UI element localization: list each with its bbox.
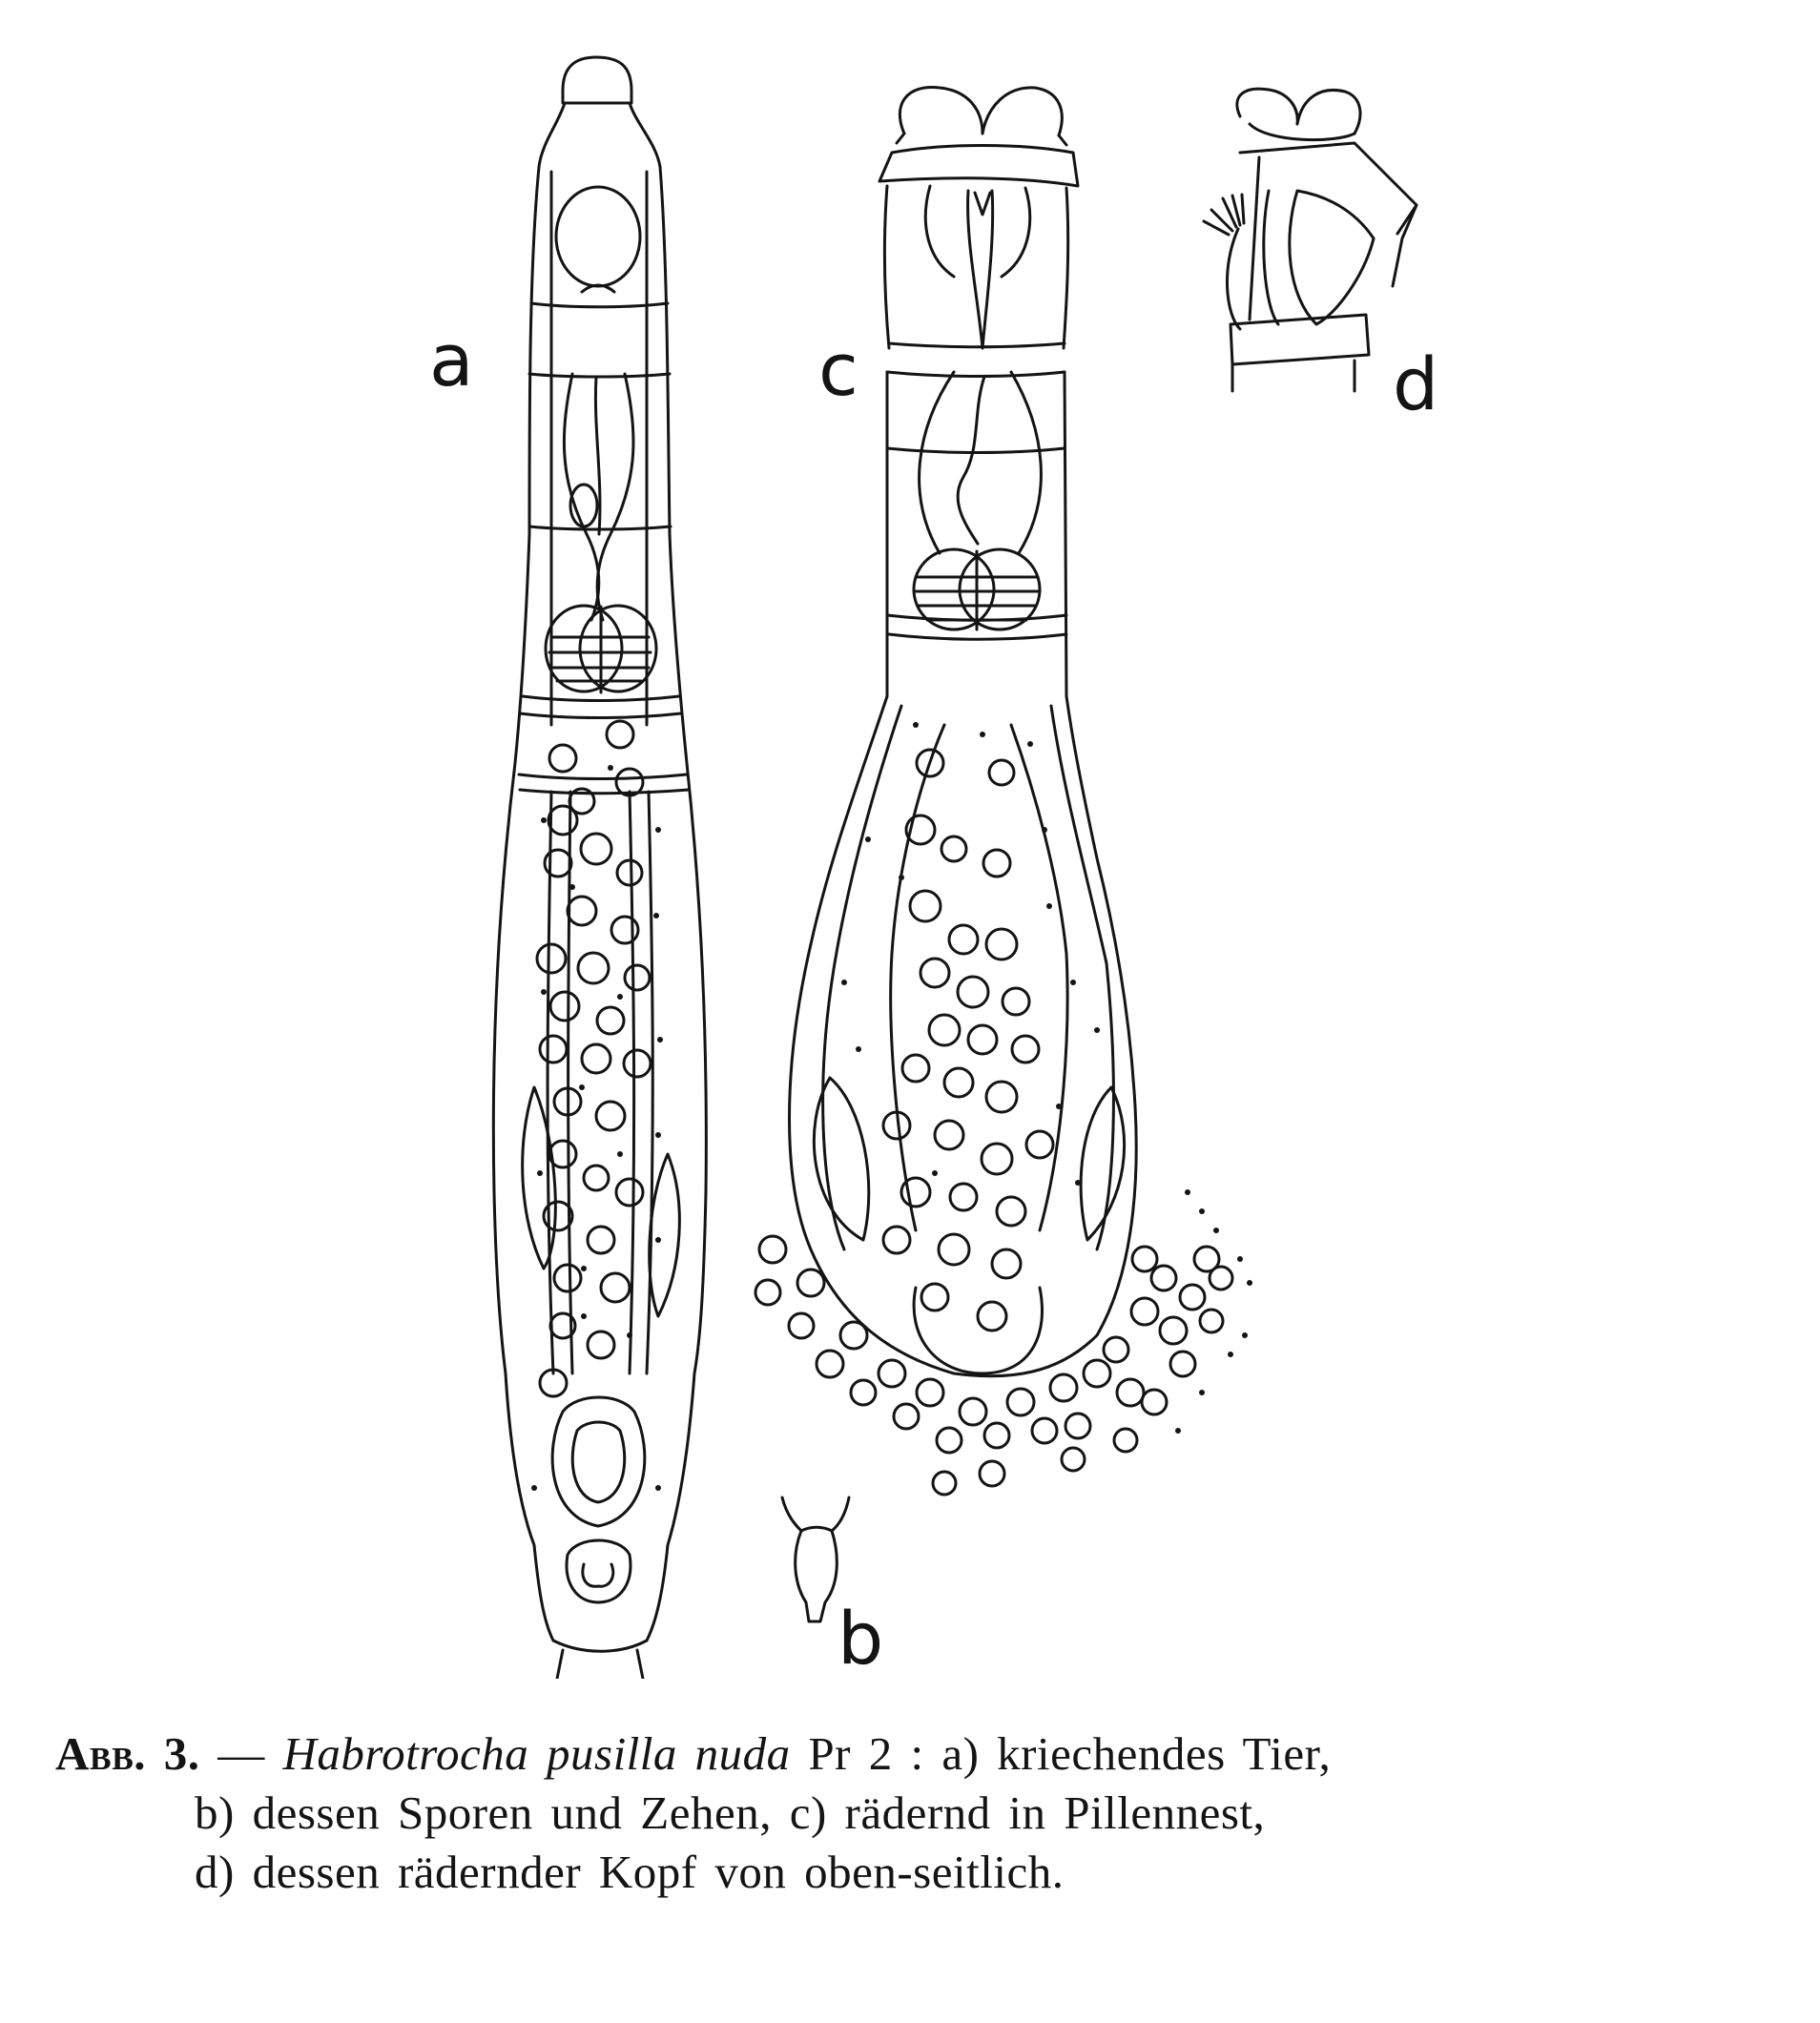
panel-label-b: b: [838, 1596, 884, 1681]
specimen-c-in-pill-nest: [755, 88, 1252, 1495]
figure-caption: [55, 1724, 1791, 1902]
caption-line-1-rest: Pr 2 : a) kriechendes Tier,: [808, 1727, 1332, 1780]
panel-label-c: c: [818, 327, 858, 412]
figure-number: Abb. 3.: [55, 1727, 200, 1780]
panel-label-a: a: [429, 318, 474, 403]
species-name: Habrotrocha pusilla nuda: [282, 1727, 791, 1780]
caption-line-1: [55, 1724, 1791, 1784]
specimen-d-rotating-head: [1204, 89, 1417, 391]
panel-label-d: d: [1393, 341, 1439, 426]
caption-line-2: b) dessen Sporen und Zehen, c) rädernd in Pillennest,: [195, 1786, 1266, 1839]
caption-line-3: d) dessen rädernder Kopf von oben-seitlich.: [195, 1846, 1065, 1898]
caption-dash: —: [217, 1727, 265, 1780]
specimen-a-crawling-animal: [493, 57, 706, 1679]
